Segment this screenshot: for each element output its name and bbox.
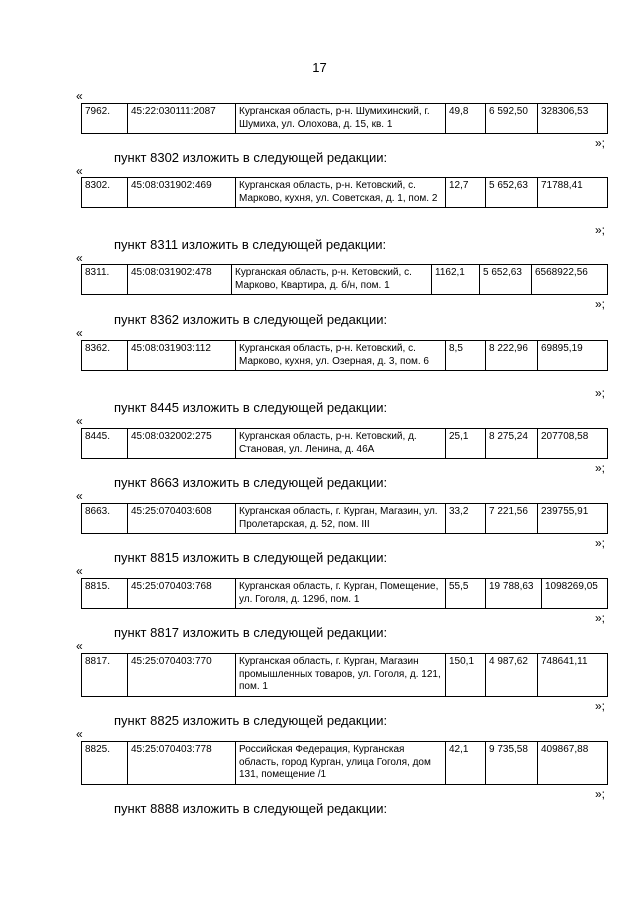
area: 12,7	[446, 178, 486, 208]
total: 71788,41	[538, 178, 608, 208]
close-quote: »;	[595, 699, 606, 713]
address: Курганская область, г. Курган, Помещение, ул. Гоголя, д. 129б, пом. 1	[236, 579, 446, 609]
close-quote: »;	[595, 611, 606, 625]
cadastral-number: 45:22:030111:2087	[128, 104, 236, 134]
table-row	[82, 265, 608, 295]
close-quote: »;	[595, 787, 606, 801]
address: Курганская область, г. Курган, Магазин, ул. Пролетарская, д. 52, пом. III	[236, 504, 446, 534]
total: 69895,19	[538, 341, 608, 371]
address: Курганская область, р-н. Шумихинский, г. Шумиха, ул. Олохова, д. 15, кв. 1	[236, 104, 446, 134]
area: 1162,1	[432, 265, 480, 295]
record-number: 8817.	[82, 654, 128, 697]
table-row	[82, 654, 608, 697]
cadastral-number: 45:08:031902:469	[128, 178, 236, 208]
close-quote: »;	[595, 136, 606, 150]
close-quote: »;	[595, 461, 606, 475]
table-row	[82, 178, 608, 208]
record-table	[81, 264, 608, 295]
area: 55,5	[446, 579, 486, 609]
open-quote: «	[76, 326, 83, 340]
table-row	[82, 504, 608, 534]
paragraph-text: пункт 8302 изложить в следующей редакции:	[114, 150, 388, 165]
price: 5 652,63	[480, 265, 532, 295]
total: 6568922,56	[532, 265, 608, 295]
open-quote: «	[76, 639, 83, 653]
cadastral-number: 45:08:031903:112	[128, 341, 236, 371]
cadastral-number: 45:25:070403:768	[128, 579, 236, 609]
address: Курганская область, г. Курган, Магазин промышленных товаров, ул. Гоголя, д. 121, пом. 1	[236, 654, 446, 697]
record-table	[81, 103, 608, 134]
open-quote: «	[76, 164, 83, 178]
table-row	[82, 742, 608, 785]
total: 748641,11	[538, 654, 608, 697]
page-number: 17	[312, 60, 327, 75]
record-number: 8302.	[82, 178, 128, 208]
address: Курганская область, р-н. Кетовский, с. Марково, Квартира, д. б/н, пом. 1	[232, 265, 432, 295]
total: 207708,58	[538, 429, 608, 459]
open-quote: «	[76, 489, 83, 503]
table-row	[82, 579, 608, 609]
cadastral-number: 45:25:070403:770	[128, 654, 236, 697]
paragraph-text: пункт 8311 изложить в следующей редакции:	[114, 237, 387, 252]
record-number: 8663.	[82, 504, 128, 534]
price: 8 222,96	[486, 341, 538, 371]
address: Курганская область, р-н. Кетовский, с. Марково, кухня, ул. Советская, д. 1, пом. 2	[236, 178, 446, 208]
cadastral-number: 45:25:070403:608	[128, 504, 236, 534]
close-quote: »;	[595, 297, 606, 311]
close-quote: »;	[595, 223, 606, 237]
record-table	[81, 741, 608, 785]
area: 49,8	[446, 104, 486, 134]
record-number: 8362.	[82, 341, 128, 371]
close-quote: »;	[595, 536, 606, 550]
area: 42,1	[446, 742, 486, 785]
total: 239755,91	[538, 504, 608, 534]
price: 8 275,24	[486, 429, 538, 459]
table-row	[82, 341, 608, 371]
open-quote: «	[76, 564, 83, 578]
price: 9 735,58	[486, 742, 538, 785]
open-quote: «	[76, 89, 83, 103]
area: 25,1	[446, 429, 486, 459]
area: 33,2	[446, 504, 486, 534]
total: 409867,88	[538, 742, 608, 785]
address: Курганская область, р-н. Кетовский, д. Становая, ул. Ленина, д. 46А	[236, 429, 446, 459]
price: 19 788,63	[486, 579, 542, 609]
price: 5 652,63	[486, 178, 538, 208]
final-paragraph: пункт 8888 изложить в следующей редакции:	[114, 801, 388, 816]
price: 6 592,50	[486, 104, 538, 134]
paragraph-text: пункт 8825 изложить в следующей редакции:	[114, 713, 388, 728]
paragraph-text: пункт 8817 изложить в следующей редакции:	[114, 625, 388, 640]
open-quote: «	[76, 251, 83, 265]
area: 150,1	[446, 654, 486, 697]
cadastral-number: 45:25:070403:778	[128, 742, 236, 785]
paragraph-text: пункт 8362 изложить в следующей редакции:	[114, 312, 388, 327]
paragraph-text: пункт 8445 изложить в следующей редакции:	[114, 400, 388, 415]
paragraph-text: пункт 8663 изложить в следующей редакции:	[114, 475, 388, 490]
paragraph-text: пункт 8815 изложить в следующей редакции:	[114, 550, 388, 565]
record-number: 8825.	[82, 742, 128, 785]
record-number: 8311.	[82, 265, 128, 295]
open-quote: «	[76, 414, 83, 428]
cadastral-number: 45:08:031902:478	[128, 265, 232, 295]
record-number: 8445.	[82, 429, 128, 459]
record-number: 7962.	[82, 104, 128, 134]
area: 8,5	[446, 341, 486, 371]
record-table	[81, 578, 608, 609]
address: Курганская область, р-н. Кетовский, с. Марково, кухня, ул. Озерная, д. 3, пом. 6	[236, 341, 446, 371]
close-quote: »;	[595, 386, 606, 400]
cadastral-number: 45:08:032002:275	[128, 429, 236, 459]
record-table	[81, 653, 608, 697]
record-table	[81, 503, 608, 534]
price: 7 221,56	[486, 504, 538, 534]
record-table	[81, 177, 608, 208]
table-row	[82, 429, 608, 459]
price: 4 987,62	[486, 654, 538, 697]
record-table	[81, 428, 608, 459]
open-quote: «	[76, 727, 83, 741]
record-table	[81, 340, 608, 371]
total: 328306,53	[538, 104, 608, 134]
address: Российская Федерация, Курганская область, город Курган, улица Гоголя, дом 131, помещение /1	[236, 742, 446, 785]
table-row	[82, 104, 608, 134]
record-number: 8815.	[82, 579, 128, 609]
total: 1098269,05	[542, 579, 608, 609]
